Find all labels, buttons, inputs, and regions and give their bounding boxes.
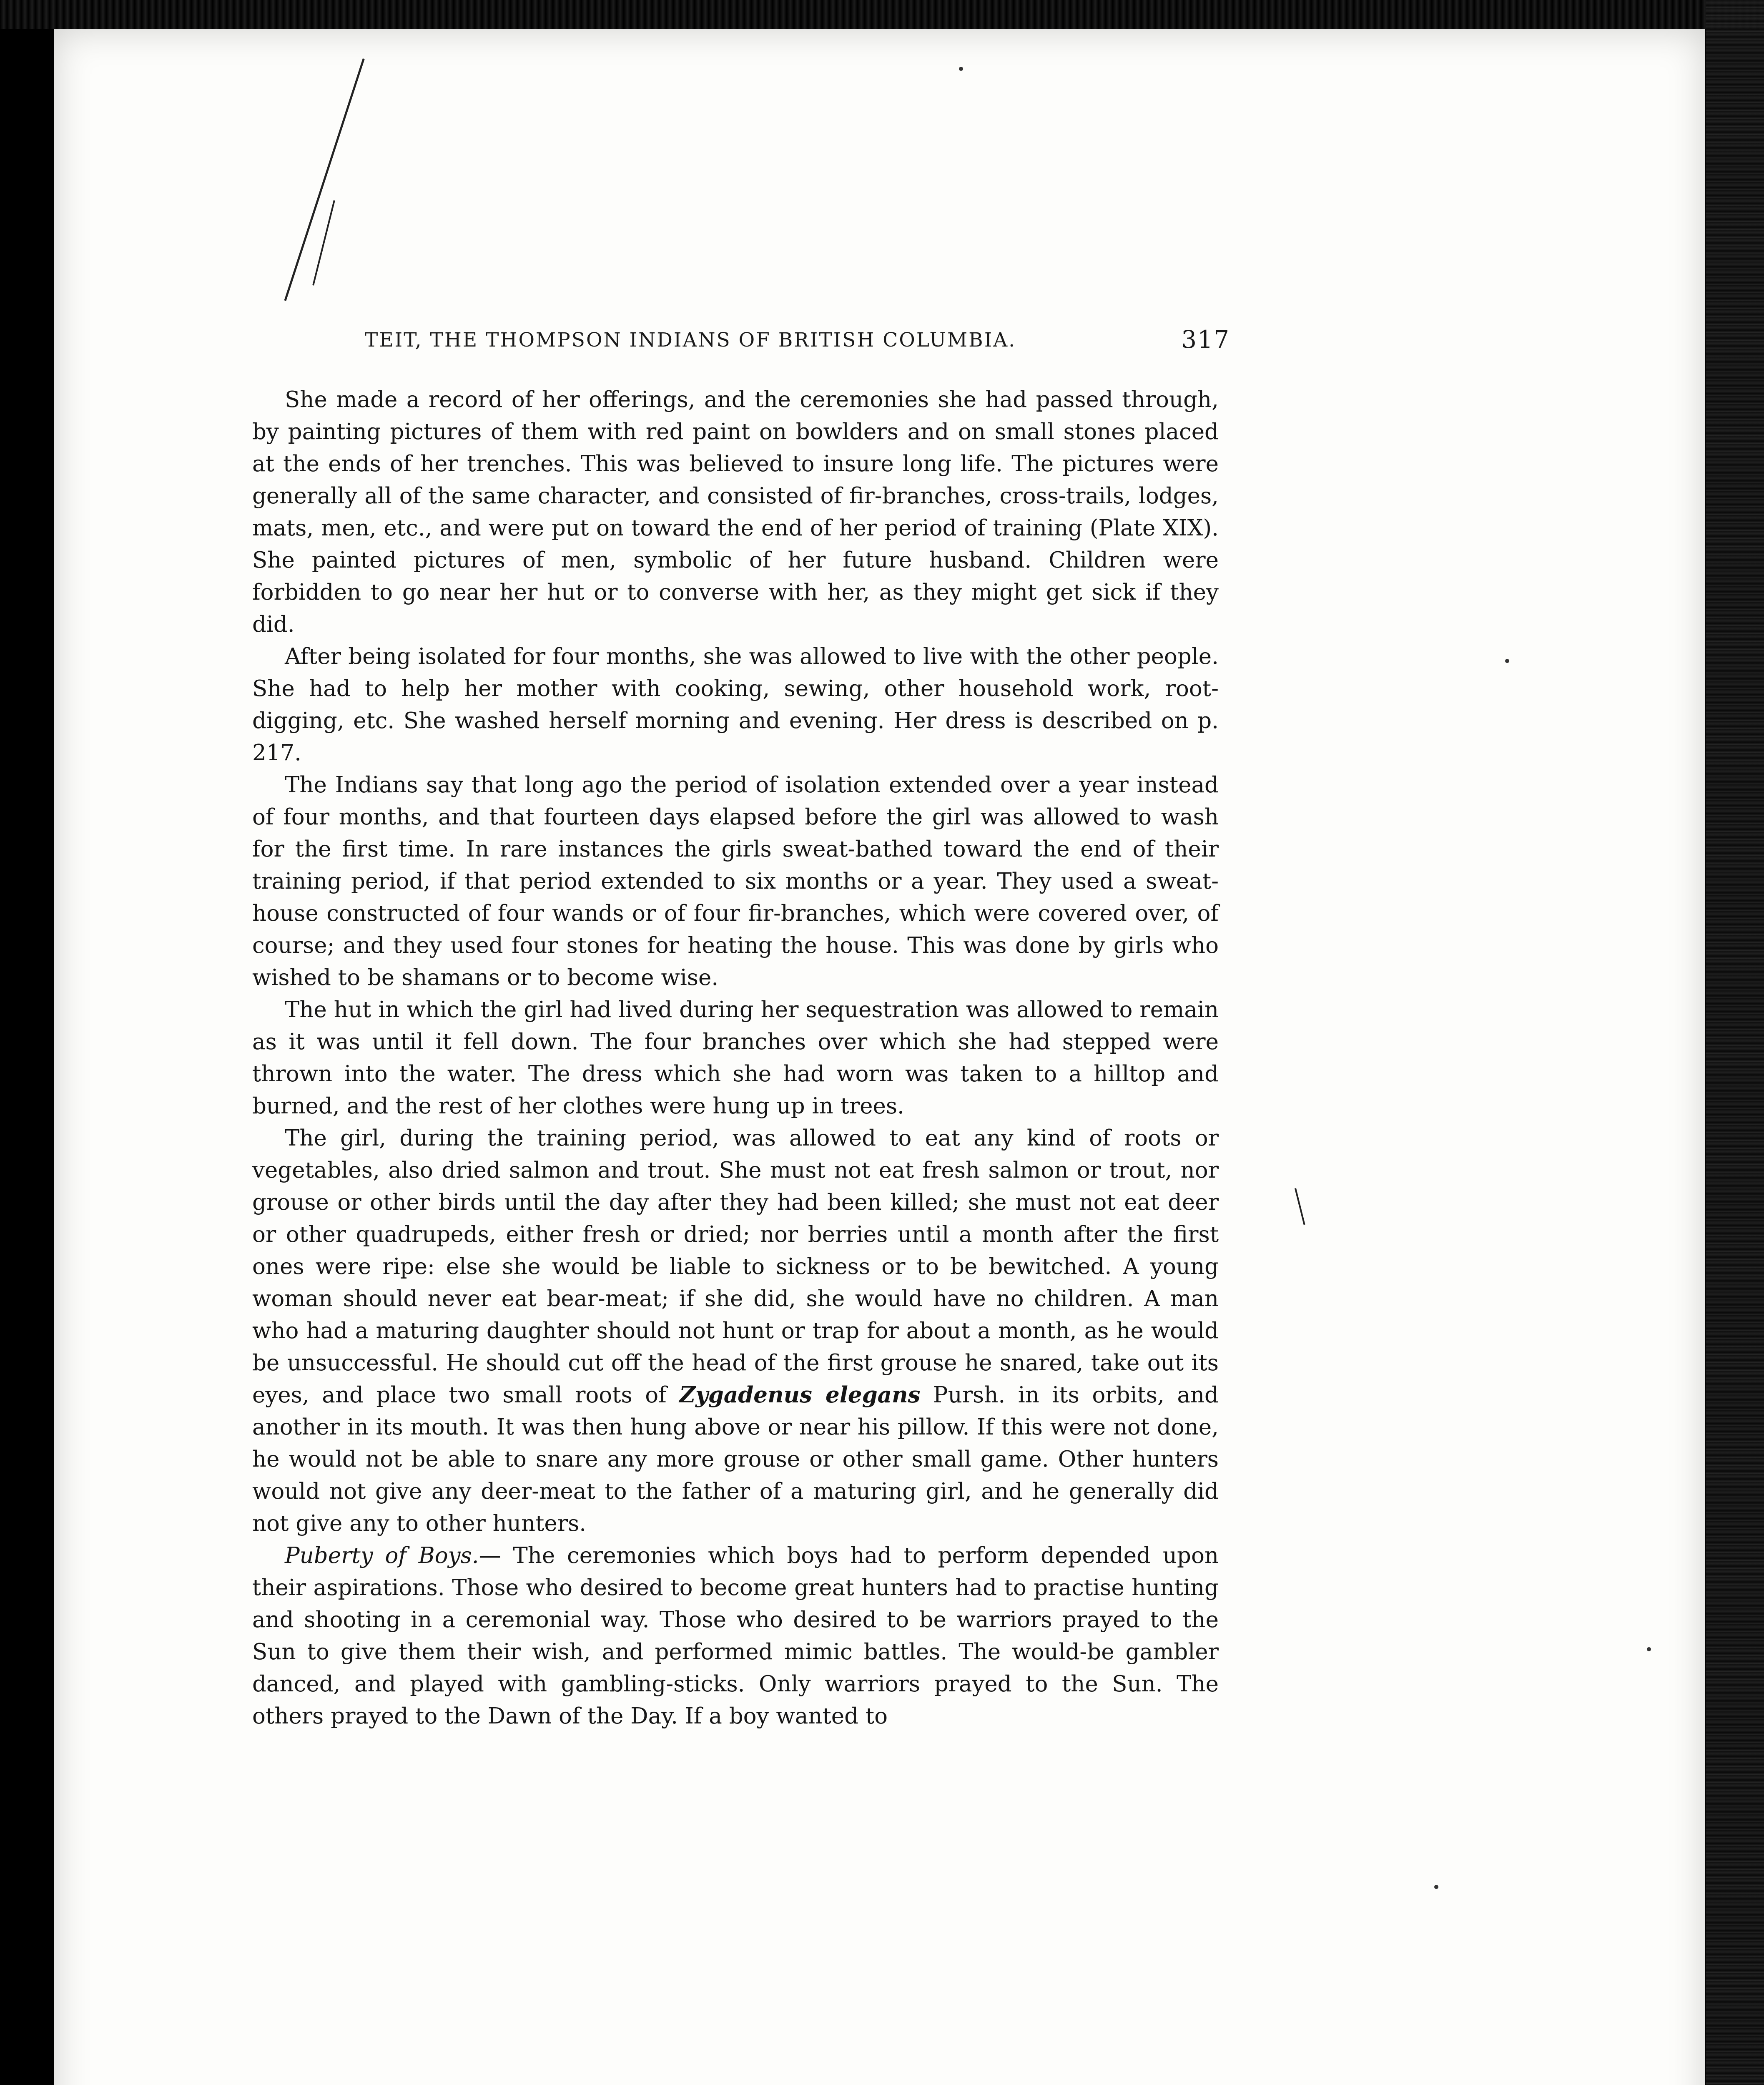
paragraph [252,1122,1219,1540]
paragraph-text: She made a record of her offerings, and the ceremonies she had passed through, by painting pictures of them with red paint on bowlders and on small stones placed at the ends of her trenches. This was believed to insure long life. The pictures were generally all of the same character, and consisted of fir-branches, cross-trails, lodges, mats, men, etc., and were put on toward the end of her period of training (Plate XIX). She painted pictures of men, symbolic of her future husband. Children were forbidden to go near her hut or to converse with her, as they might get sick if they did. [252,387,1219,637]
species-name: Zygadenus elegans [679,1382,921,1408]
paragraph [252,769,1219,994]
scan-border-top [0,0,1764,29]
paragraph-text: Pursh. in its orbits, and another in its mouth. It was then hung above or near his pillow. If this were not done, he would not be able to snare any more grouse or other small game. Other hunters would not give any deer-meat to the father of a maturing girl, and he generally did not give any to other hunters. [252,1382,1219,1536]
speck-mark [1647,1647,1651,1651]
section-heading: Puberty of Boys. [285,1543,479,1568]
paragraph-text: The Indians say that long ago the period of isolation extended over a year instead of four months, and that fourteen days elapsed before the girl was allowed to wash for the first time. In rare instances the girls sweat-bathed toward the end of their training period, if that period extended to six months or a year. They used a sweat-house constructed of four wands or of four fir-branches, which were covered over, of course; and they used four stones for heating the house. This was done by girls who wished to be shamans or to become wise. [252,772,1219,990]
scan-border-right [1706,0,1764,2085]
speck-mark [1434,1885,1438,1889]
paragraph-text: After being isolated for four months, she was allowed to live with the other people. She had to help her mother with cooking, sewing, other household work, root-digging, etc. She washed herself morning and evening. Her dress is described on p. 217. [252,644,1219,766]
body-text [252,384,1219,1732]
paragraph-text: — The ceremonies which boys had to perform depended upon their aspirations. Those who desired to become great hunters had to practise hunting and shooting in a ceremonial way. Those who desired to be warriors prayed to the Sun to give them their wish, and performed mimic battles. The would-be gambler danced, and played with gambling-sticks. Only warriors prayed to the Sun. The others prayed to the Dawn of the Day. If a boy wanted to [252,1543,1219,1729]
running-title: TEIT, THE THOMPSON INDIANS OF BRITISH COLUMBIA. [365,329,1016,352]
page-number: 317 [1181,325,1230,354]
paragraph-text: The girl, during the training period, was allowed to eat any kind of roots or vegetables, also dried salmon and trout. She must not eat fresh salmon or trout, nor grouse or other birds until the day after they had been killed; she must not eat deer or other quadrupeds, either fresh or dried; nor berries until a month after the first ones were ripe: else she would be liable to sickness or to be bewitched. A young woman should never eat bear-meat; if she did, she would have no children. A man who had a maturing daughter should not hunt or trap for about a month, as he would be unsuccessful. He should cut off the head of the first grouse he snared, take out its eyes, and place two small roots of [252,1125,1219,1408]
paragraph-text: The hut in which the girl had lived during her sequestration was allowed to remain as it was until it fell down. The four branches over which she had stepped were thrown into the water. The dress which she had worn was taken to a hilltop and burned, and the rest of her clothes were hung up in trees. [252,997,1219,1119]
paragraph [252,384,1219,641]
paragraph [252,994,1219,1122]
paragraph [252,641,1219,769]
speck-mark [959,67,963,71]
speck-mark [1505,659,1509,663]
paragraph [252,1540,1219,1732]
page-header [365,325,1230,363]
